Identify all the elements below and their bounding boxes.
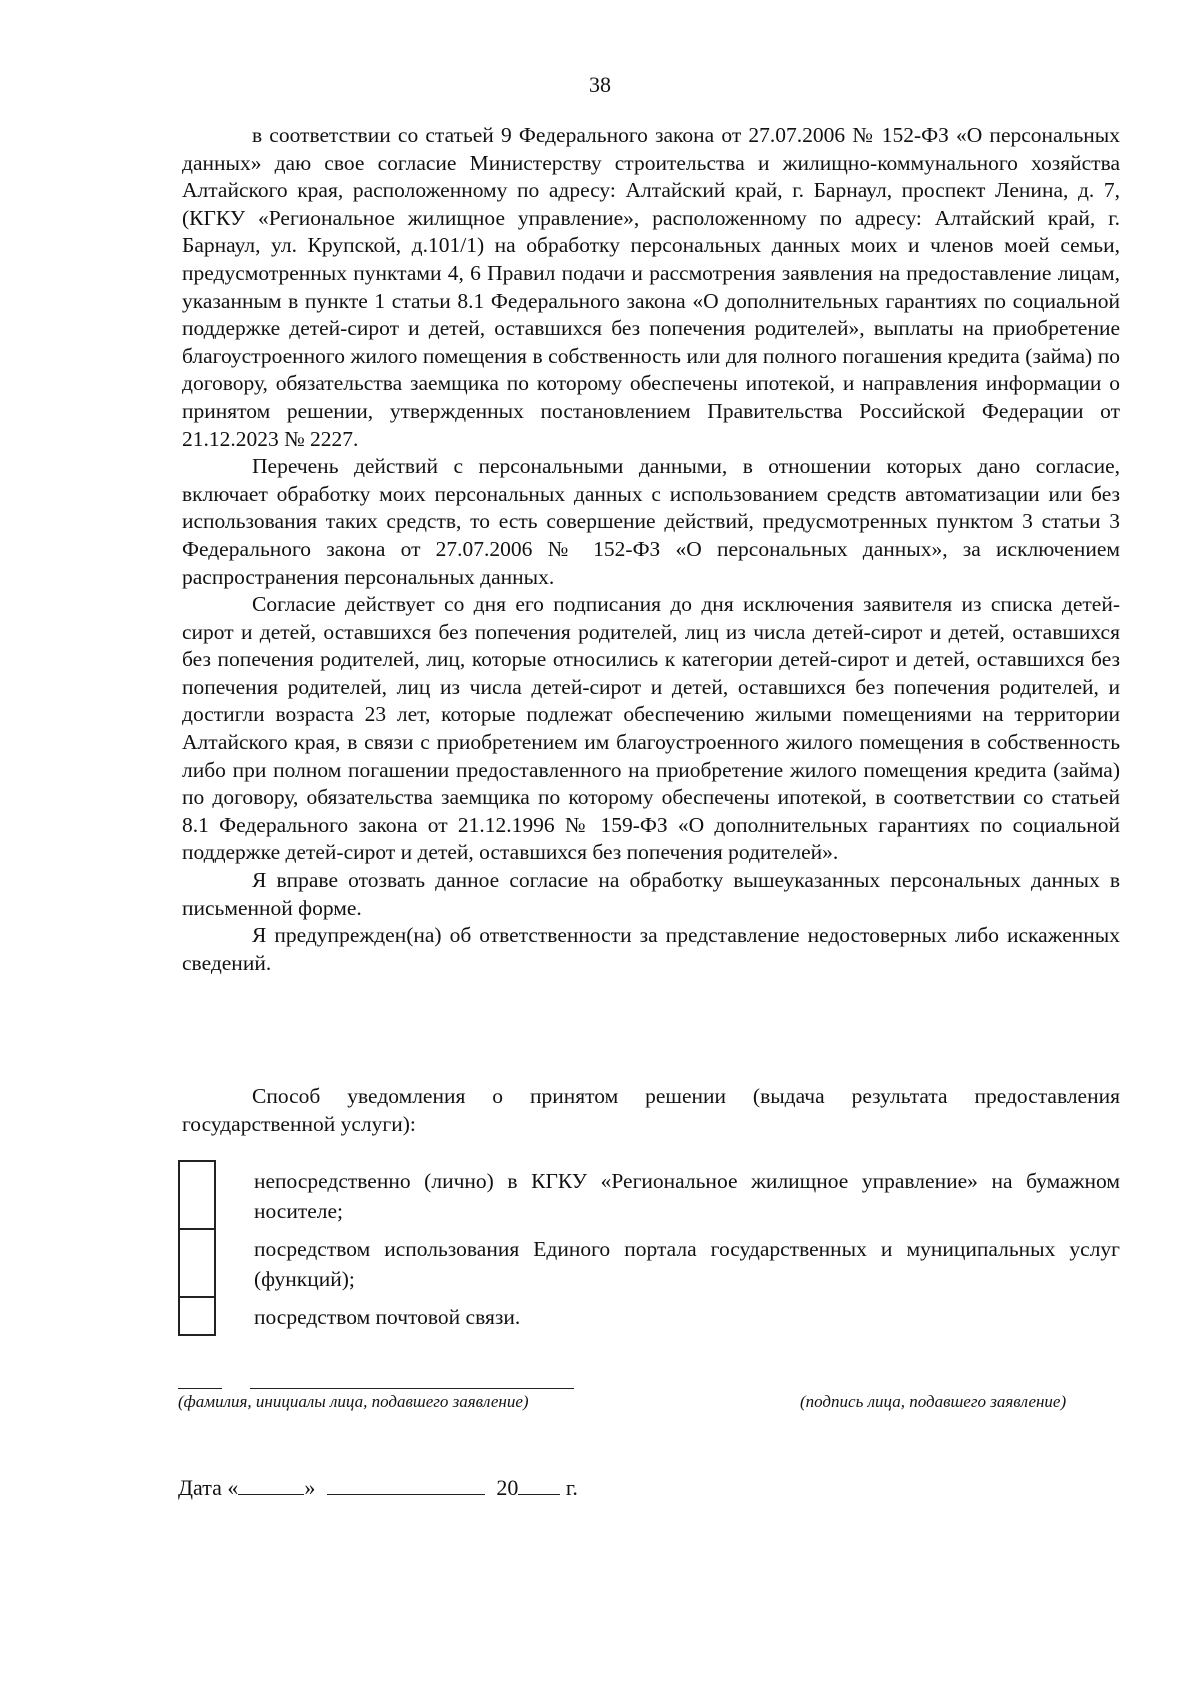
option-in-person-label: непосредственно (лично) в КГКУ «Региональное жилищное управление» на бумажном носителе; [254,1169,1120,1223]
paragraph-revocation: Я вправе отозвать данное согласие на обработку вышеуказанных персональных данных в письменной форме. [182,868,1120,920]
name-field-line[interactable] [250,1388,574,1389]
date-day-field[interactable] [238,1474,304,1495]
paragraph-validity: Согласие действует со дня его подписания до дня исключения заявителя из списка детей-сирот и детей, оставшихся без попечения родителей, лиц из числа детей-сирот и детей, оставшихся без попечения родителей, лиц, которые относились к категории детей-сирот и детей, оставшихся без попечения родителей, лиц из числа детей-сирот и детей, оставшихся без попечения родителей, и достигли возраста 23 лет, которые подлежат обеспечению жилыми помещениями на территории Алтайского края, в связи с приобретением им благоустроенного жилого помещения в собственность либо при полном погашении предоставленного на приобретение жилого помещения кредита (займа) по договору, обязательства заемщика по которому обеспечены ипотекой, в соответствии со статьей 8.1 Федерального закона от 21.12.1996 № 159-ФЗ «О дополнительных гарантиях по социальной поддержке детей-сирот и детей, оставшихся без попечения родителей». [182,592,1120,865]
paragraph-responsibility: Я предупрежден(на) об ответственности за представление недостоверных либо искаженных сведений. [182,923,1120,975]
signature-caption: (подпись лица, подавшего заявление) [800,1392,1067,1411]
date-year-prefix: 20 [496,1475,519,1500]
date-year-suffix: г. [565,1475,578,1500]
page-number: 38 [589,72,611,97]
date-close-quote: » [304,1475,316,1500]
consent-text [182,122,1120,977]
option-in-person-checkbox[interactable] [178,1160,216,1230]
date-year-field[interactable] [518,1474,560,1495]
date-label: Дата « [178,1475,239,1500]
notification-method-title: Способ уведомления о принятом решении (выдача результата предоставления государственной услуги): [182,1084,1120,1136]
name-caption: (фамилия, инициалы лица, подавшего заявление) [178,1392,529,1411]
paragraph-consent: в соответствии со статьей 9 Федерального закона от 27.07.2006 № 152-ФЗ «О персональных данных» даю свое согласие Министерству строительства и жилищно-коммунального хозяйства Алтайского края, расположенному по адресу: Алтайский край, г. Барнаул, проспект Ленина, д. 7, (КГКУ «Региональное жилищное управление», расположенному по адресу: Алтайский край, г. Барнаул, ул. Крупской, д.101/1) на обработку персональных данных моих и членов моей семьи, предусмотренных пунктами 4, 6 Правил подачи и рассмотрения заявления на предоставление лицам, указанным в пункте 1 статьи 8.1 Федерального закона «О дополнительных гарантиях по социальной поддержке детей-сирот и детей, оставшихся без попечения родителей», выплаты на приобретение благоустроенного жилого помещения в собственность или для полного погашения кредита (займа) по договору, обязательства заемщика по которому обеспечены ипотекой, и направления информации о принятом решении, утвержденных постановлением Правительства Российской Федерации от 21.12.2023 № 2227. [182,123,1120,451]
paragraph-actions-list: Перечень действий с персональными данными, в отношении которых дано согласие, включает обработку моих персональных данных с использованием средств автоматизации или без использования таких средств, то есть совершение действий, предусмотренных пунктом 3 статьи 3 Федерального закона от 27.07.2006 № 152-ФЗ «О персональных данных», за исключением распространения персональных данных. [182,454,1120,589]
date-row [178,1474,578,1501]
option-post-label: посредством почтовой связи. [254,1305,521,1329]
option-portal-checkbox[interactable] [178,1228,216,1298]
name-short-line [178,1388,222,1389]
option-portal-label: посредством использования Единого портала государственных и муниципальных услуг (функций); [254,1237,1120,1291]
option-post-checkbox[interactable] [178,1296,216,1336]
date-month-field[interactable] [327,1474,485,1495]
